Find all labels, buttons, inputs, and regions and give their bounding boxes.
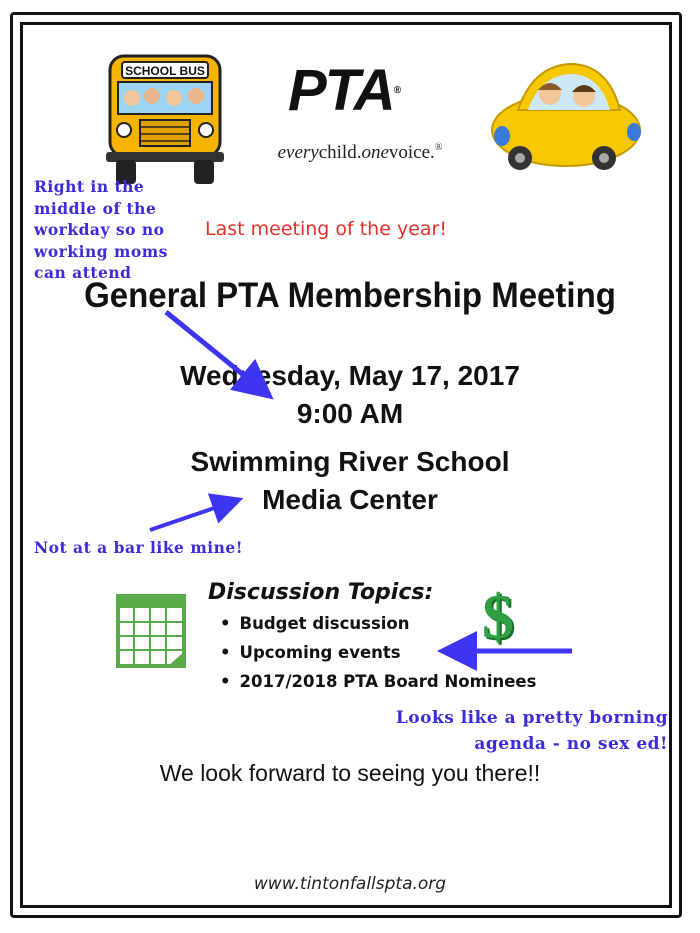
bus-sign-text: SCHOOL BUS — [125, 64, 205, 78]
meeting-date: Wednesday, May 17, 2017 — [180, 360, 520, 391]
agenda-annotation — [268, 705, 668, 757]
meeting-location: Swimming River School — [190, 446, 510, 477]
meeting-title: General PTA Membership Meeting — [84, 274, 616, 315]
topics-heading: Discussion Topics: — [208, 580, 434, 605]
tagline-child: child. — [318, 142, 362, 163]
dollar-icon: $ — [482, 581, 514, 652]
list-item: • Upcoming events — [220, 643, 536, 672]
workday-annotation-line: middle of the — [34, 198, 157, 218]
bar-annotation: Not at a bar like mine! — [34, 538, 244, 557]
tagline-voice: voice. — [388, 142, 435, 163]
arrow-to-location — [150, 502, 232, 530]
pta-logo-text: PTA — [288, 58, 394, 123]
workday-annotation-line: can attend — [34, 263, 132, 282]
pta-tagline: everychild.onevoice.® — [277, 142, 443, 163]
last-meeting-note: Last meeting of the year! — [205, 218, 447, 240]
closing-message: We look forward to seeing you there!! — [159, 760, 541, 786]
agenda-annotation-line: Looks like a pretty borning — [395, 708, 668, 728]
workday-annotation-line: workday so no — [34, 220, 165, 239]
meeting-room: Media Center — [262, 484, 438, 515]
list-item: • 2017/2018 PTA Board Nominees — [220, 672, 536, 701]
tagline-every: every — [277, 142, 319, 163]
calendar-icon — [112, 592, 192, 674]
list-item: • Budget discussion — [220, 614, 536, 643]
arrow-to-time — [166, 312, 262, 390]
pta-logo: PTA® — [288, 58, 400, 123]
meeting-time: 9:00 AM — [296, 398, 404, 429]
workday-annotation-line: Right in the — [34, 177, 145, 196]
agenda-annotation-line: agenda - no sex ed! — [474, 734, 668, 754]
website-link[interactable]: www.tintonfallspta.org — [253, 874, 447, 894]
workday-annotation-line: working moms — [34, 241, 168, 261]
tagline-one: one — [361, 142, 389, 163]
